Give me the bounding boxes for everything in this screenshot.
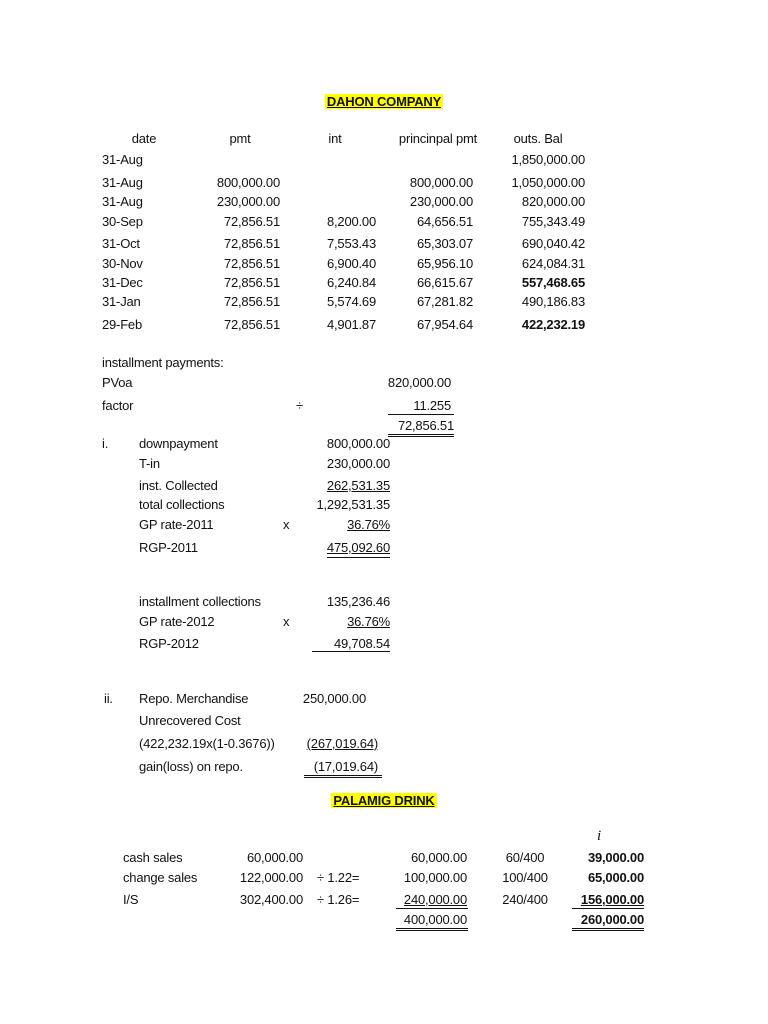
- total-adjusted: 400,000.00: [403, 912, 467, 927]
- row-pmt: 72,856.51: [223, 275, 280, 290]
- total-result-double-underline: [572, 928, 644, 929]
- total-adjusted-double-underline: [396, 930, 468, 931]
- part-ii-marker: ii.: [104, 691, 113, 706]
- total-result-double-underline: [572, 930, 644, 931]
- sales-ratio: 60/400: [505, 850, 545, 865]
- gp2012-value: 36.76%: [347, 614, 390, 629]
- downpayment-label: downpayment: [139, 436, 218, 451]
- total-result: 260,000.00: [580, 912, 644, 927]
- rgp2012-value: 49,708.54: [333, 636, 390, 651]
- row-pmt: 72,856.51: [223, 256, 280, 271]
- times-sign: x: [283, 517, 290, 532]
- gain-double-underline: [304, 775, 382, 776]
- collected-label: inst. Collected: [139, 478, 218, 493]
- sales-ratio: 240/400: [502, 892, 548, 907]
- coll-value: 135,236.46: [326, 594, 390, 609]
- sales-adjusted: 60,000.00: [410, 850, 467, 865]
- part-i-marker: i.: [102, 436, 109, 451]
- row-balance: 1,050,000.00: [511, 175, 585, 190]
- palamig-title: PALAMIG DRINK: [333, 793, 435, 808]
- sales-op: ÷ 1.22=: [317, 870, 360, 885]
- sales-result: 65,000.00: [587, 870, 644, 885]
- sales-label: cash sales: [123, 850, 183, 865]
- row-principal: 67,281.82: [416, 294, 473, 309]
- tin-value: 230,000.00: [326, 456, 390, 471]
- sales-result: 156,000.00: [580, 892, 644, 907]
- installment-heading: installment payments:: [102, 355, 224, 370]
- row-int: 6,900.40: [326, 256, 376, 271]
- header-pmt: pmt: [229, 131, 251, 146]
- collected-value: 262,531.35: [326, 478, 390, 493]
- row-date: 31-Dec: [102, 275, 143, 290]
- row-balance: 1,850,000.00: [511, 152, 585, 167]
- sales-adjusted: 240,000.00: [403, 892, 467, 907]
- downpayment-value: 800,000.00: [326, 436, 390, 451]
- row-int: 6,240.84: [326, 275, 376, 290]
- row-balance: 624,084.31: [521, 256, 585, 271]
- sales-ratio: 100/400: [502, 870, 548, 885]
- rgp2011-double-underline: [327, 557, 390, 558]
- row-balance: 422,232.19: [521, 317, 585, 332]
- total-adjusted-double-underline: [396, 928, 468, 929]
- total-value: 1,292,531.35: [316, 497, 390, 512]
- sales-amount: 122,000.00: [239, 870, 303, 885]
- rgp2012-label: RGP-2012: [139, 636, 199, 651]
- gain-label: gain(loss) on repo.: [139, 759, 243, 774]
- row-balance: 557,468.65: [521, 275, 585, 290]
- header-principal: princinpal pmt: [398, 131, 478, 146]
- row-date: 31-Aug: [102, 194, 143, 209]
- row-pmt: 230,000.00: [216, 194, 280, 209]
- times-sign: x: [283, 614, 290, 629]
- dahon-title: DAHON COMPANY: [326, 94, 442, 109]
- row-balance: 490,186.83: [521, 294, 585, 309]
- sales-op: ÷ 1.26=: [317, 892, 360, 907]
- row-date: 30-Sep: [102, 214, 143, 229]
- unrecovered-label: Unrecovered Cost: [139, 713, 241, 728]
- row-pmt: 72,856.51: [223, 317, 280, 332]
- row-principal: 65,956.10: [416, 256, 473, 271]
- gp2011-value: 36.76%: [347, 517, 390, 532]
- coll-label: installment collections: [139, 594, 261, 609]
- rgp2011-label: RGP-2011: [139, 540, 198, 555]
- tin-label: T-in: [139, 456, 160, 471]
- divide-sign: ÷: [296, 398, 303, 413]
- double-underline: [388, 434, 454, 435]
- double-underline: [388, 436, 454, 437]
- row-pmt: 72,856.51: [223, 236, 280, 251]
- row-principal: 65,303.07: [416, 236, 473, 251]
- row-int: 7,553.43: [326, 236, 376, 251]
- factor-value: 11.255: [413, 398, 451, 413]
- pvoa-label: PVoa: [102, 375, 133, 390]
- gain-double-underline: [304, 777, 382, 778]
- formula-label: (422,232.19x(1-0.3676)): [139, 736, 275, 751]
- row-pmt: 72,856.51: [223, 294, 280, 309]
- factor-label: factor: [102, 398, 134, 413]
- unrecovered-value: (267,019.64): [306, 736, 378, 751]
- gain-value: (17,019.64): [313, 759, 378, 774]
- row-balance: 690,040.42: [521, 236, 585, 251]
- sales-amount: 60,000.00: [246, 850, 303, 865]
- sales-label: I/S: [123, 892, 139, 907]
- row-date: 31-Oct: [102, 236, 140, 251]
- total-adjusted-rule: [396, 908, 468, 909]
- row-date: 29-Feb: [102, 317, 142, 332]
- row-int: 4,901.87: [326, 317, 376, 332]
- row-int: 5,574.69: [326, 294, 376, 309]
- header-date: date: [131, 131, 157, 146]
- factor-underline: [388, 414, 454, 415]
- pvoa-value: 820,000.00: [387, 375, 451, 390]
- row-principal: 67,954.64: [416, 317, 473, 332]
- repo-label: Repo. Merchandise: [139, 691, 249, 706]
- italic-mark: i: [597, 828, 601, 844]
- gp2012-label: GP rate-2012: [139, 614, 215, 629]
- sales-label: change sales: [123, 870, 198, 885]
- row-pmt: 72,856.51: [223, 214, 280, 229]
- sales-adjusted: 100,000.00: [403, 870, 467, 885]
- row-int: 8,200.00: [326, 214, 376, 229]
- row-balance: 820,000.00: [521, 194, 585, 209]
- row-date: 31-Aug: [102, 152, 143, 167]
- gp2011-label: GP rate-2011: [139, 517, 214, 532]
- row-principal: 230,000.00: [409, 194, 473, 209]
- header-balance: outs. Bal: [513, 131, 563, 146]
- sales-result: 39,000.00: [587, 850, 644, 865]
- sales-amount: 302,400.00: [239, 892, 303, 907]
- row-date: 31-Aug: [102, 175, 143, 190]
- row-principal: 800,000.00: [409, 175, 473, 190]
- row-pmt: 800,000.00: [216, 175, 280, 190]
- total-result-rule: [572, 908, 644, 909]
- repo-value: 250,000.00: [302, 691, 366, 706]
- row-date: 31-Jan: [102, 294, 141, 309]
- total-label: total collections: [139, 497, 225, 512]
- row-date: 30-Nov: [102, 256, 143, 271]
- rgp2012-underline: [312, 651, 390, 652]
- row-balance: 755,343.49: [521, 214, 585, 229]
- header-int: int: [328, 131, 342, 146]
- rgp2011-value: 475,092.60: [326, 540, 390, 555]
- row-principal: 66,615.67: [416, 275, 473, 290]
- monthly-payment: 72,856.51: [397, 418, 454, 433]
- row-principal: 64,656.51: [416, 214, 473, 229]
